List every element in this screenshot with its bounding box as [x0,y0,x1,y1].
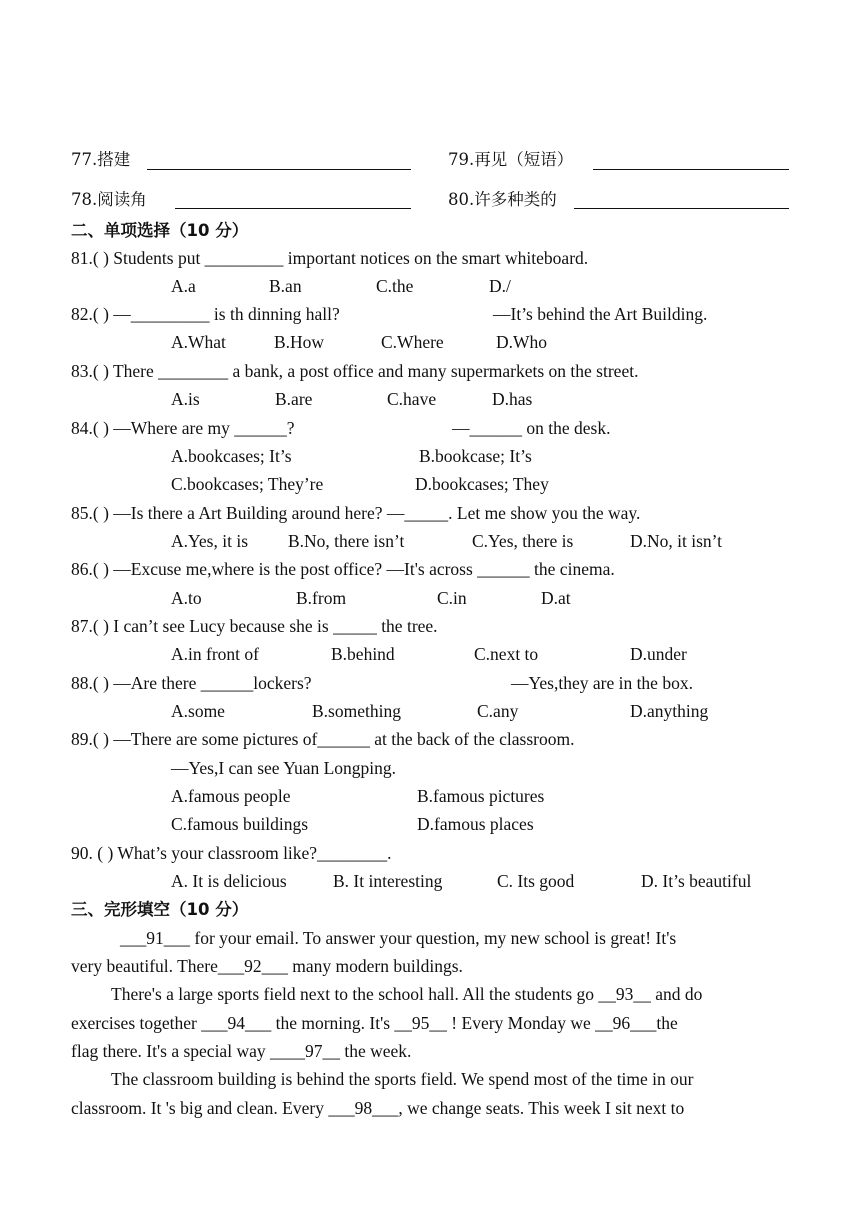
q84-option-d[interactable]: D.bookcases; They [415,474,549,494]
q87-option-a[interactable]: A.in front of [171,644,259,664]
q85-option-a[interactable]: A.Yes, it is [171,531,248,551]
q86-option-a[interactable]: A.to [171,588,202,608]
q84-option-c[interactable]: C.bookcases; They’re [171,474,324,494]
vocab-79-label: 79.再见（短语） [448,150,574,169]
q84-option-b[interactable]: B.bookcase; It’s [419,446,532,466]
q88-option-b[interactable]: B.something [312,701,401,721]
q85-option-d[interactable]: D.No, it isn’t [630,531,723,551]
q81-option-b[interactable]: B.an [269,276,302,296]
cloze-line-6: The classroom building is behind the sports field. We spend most of the time in our [111,1069,694,1089]
vocab-77-blank[interactable] [147,169,411,170]
question-84-stem: 84.( ) —Where are my ______? [71,418,295,438]
q85-option-c[interactable]: C.Yes, there is [472,531,574,551]
vocab-78-label: 78.阅读角 [71,190,147,209]
q82-option-a[interactable]: A.What [171,332,226,352]
vocab-79-blank[interactable] [593,169,789,170]
q89-option-d[interactable]: D.famous places [417,814,534,834]
question-82-stem: 82.( ) —_________ is th dinning hall? [71,304,340,324]
question-83-stem: 83.( ) There ________ a bank, a post office and many supermarkets on the street. [71,361,639,381]
question-90-stem: 90. ( ) What’s your classroom like?________. [71,843,392,863]
question-85-stem: 85.( ) —Is there a Art Building around here? —_____. Let me show you the way. [71,503,641,523]
vocab-80-blank[interactable] [574,208,789,209]
cloze-line-4: exercises together ___94___ the morning. It's __95__ ! Every Monday we __96___the [71,1013,678,1033]
question-88-reply: —Yes,they are in the box. [511,673,693,693]
q89-option-b[interactable]: B.famous pictures [417,786,545,806]
vocab-78-blank[interactable] [175,208,411,209]
question-89-reply: —Yes,I can see Yuan Longping. [171,758,397,778]
cloze-line-3: There's a large sports field next to the school hall. All the students go __93__ and do [111,984,703,1004]
question-87-stem: 87.( ) I can’t see Lucy because she is _____ the tree. [71,616,438,636]
question-84-reply: —______ on the desk. [452,418,611,438]
q87-option-b[interactable]: B.behind [331,644,395,664]
q89-option-a[interactable]: A.famous people [171,786,291,806]
q82-option-c[interactable]: C.Where [381,332,444,352]
cloze-line-1: ___91___ for your email. To answer your question, my new school is great! It's [120,928,677,948]
q81-option-a[interactable]: A.a [171,276,196,296]
q81-option-c[interactable]: C.the [376,276,414,296]
q85-option-b[interactable]: B.No, there isn’t [288,531,405,551]
question-82-reply: —It’s behind the Art Building. [493,304,708,324]
q83-option-b[interactable]: B.are [275,389,313,409]
question-88-stem: 88.( ) —Are there ______lockers? [71,673,312,693]
q90-option-a[interactable]: A. It is delicious [171,871,287,891]
q82-option-b[interactable]: B.How [274,332,325,352]
q90-option-c[interactable]: C. Its good [497,871,575,891]
cloze-line-2: very beautiful. There___92___ many modern buildings. [71,956,463,976]
q83-option-c[interactable]: C.have [387,389,437,409]
section-2-title: 二、单项选择（10 分） [71,221,249,240]
q88-option-c[interactable]: C.any [477,701,519,721]
section-3-title: 三、完形填空（10 分） [71,900,249,919]
q90-option-d[interactable]: D. It’s beautiful [641,871,752,891]
question-89-stem: 89.( ) —There are some pictures of______ at the back of the classroom. [71,729,575,749]
q90-option-b[interactable]: B. It interesting [333,871,443,891]
vocab-80-label: 80.许多种类的 [448,190,557,209]
cloze-line-5: flag there. It's a special way ____97__ the week. [71,1041,412,1061]
q88-option-a[interactable]: A.some [171,701,225,721]
q86-option-d[interactable]: D.at [541,588,571,608]
q87-option-d[interactable]: D.under [630,644,687,664]
q83-option-d[interactable]: D.has [492,389,533,409]
q81-option-d[interactable]: D./ [489,276,511,296]
q89-option-c[interactable]: C.famous buildings [171,814,309,834]
q86-option-b[interactable]: B.from [296,588,347,608]
q88-option-d[interactable]: D.anything [630,701,709,721]
q83-option-a[interactable]: A.is [171,389,200,409]
question-86-stem: 86.( ) —Excuse me,where is the post office? —It's across ______ the cinema. [71,559,615,579]
cloze-line-7: classroom. It 's big and clean. Every ___98___, we change seats. This week I sit next to [71,1098,685,1118]
q86-option-c[interactable]: C.in [437,588,467,608]
q87-option-c[interactable]: C.next to [474,644,539,664]
vocab-77-label: 77.搭建 [71,150,131,169]
q82-option-d[interactable]: D.Who [496,332,548,352]
q84-option-a[interactable]: A.bookcases; It’s [171,446,292,466]
question-81-stem: 81.( ) Students put _________ important notices on the smart whiteboard. [71,248,589,268]
